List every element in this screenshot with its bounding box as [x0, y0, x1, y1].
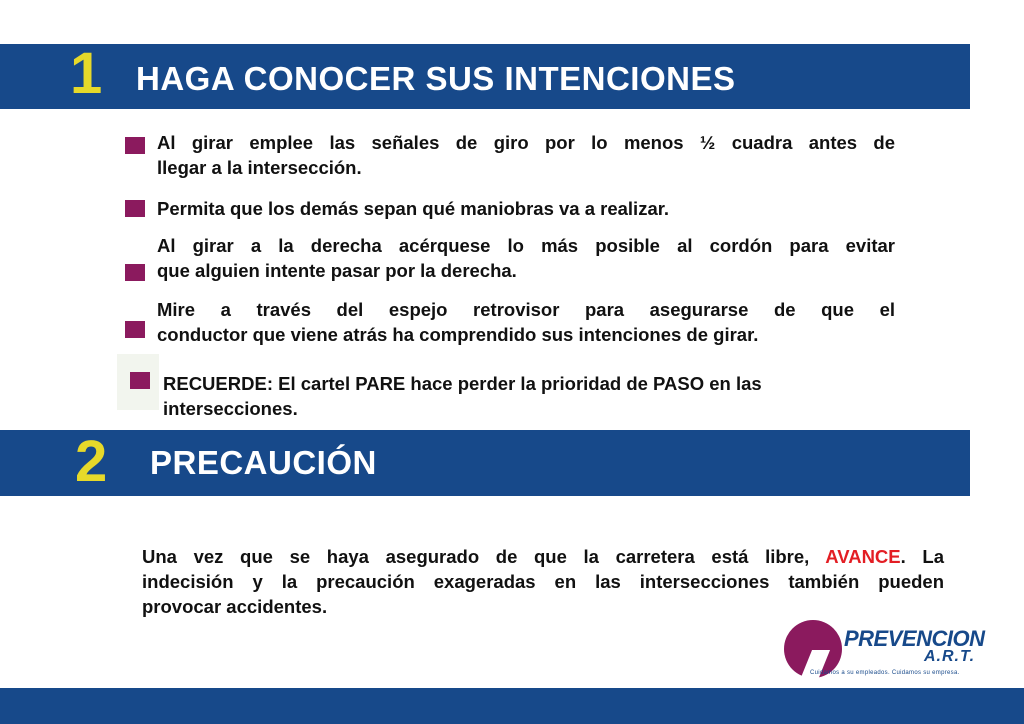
list-item-cont: que alguien intente pasar por la derecha.: [157, 260, 517, 281]
list-item-cont: conductor que viene atrás ha comprendido sus intenciones de girar.: [157, 324, 759, 345]
logo-tagline: Cuidamos a su empleados. Cuidamos su empresa.: [810, 670, 960, 676]
precaution-paragraph: Una vez que se haya asegurado de que la carretera está libre, AVANCE. La: [142, 546, 944, 567]
precaution-paragraph-cont: indecisión y la precaución exageradas en las intersecciones también pueden: [142, 571, 944, 592]
logo-brand-sub: A.R.T.: [924, 648, 976, 665]
precaution-paragraph-end: provocar accidentes.: [142, 596, 328, 617]
section-1-header: [0, 41, 970, 109]
section-2-title: PRECAUCIÓN: [150, 444, 377, 481]
bullet-square: [125, 321, 145, 338]
section-2-header: [0, 430, 970, 496]
avance-highlight: AVANCE: [825, 546, 901, 567]
reminder-note-cont: intersecciones.: [163, 398, 298, 419]
list-item: Mire a través del espejo retrovisor para asegurarse de que el: [157, 299, 895, 320]
list-item: Al girar emplee las señales de giro por lo menos ½ cuadra antes de: [157, 132, 895, 153]
bullet-square: [130, 372, 150, 389]
prevencion-art-logo: [784, 620, 1004, 682]
list-item-cont: llegar a la intersección.: [157, 157, 362, 178]
bullet-square: [125, 264, 145, 281]
footer-bar: [0, 688, 1024, 724]
bullet-square: [125, 137, 145, 154]
bullet-square: [125, 200, 145, 217]
section-2-number: 2: [75, 429, 108, 494]
section-1-title: HAGA CONOCER SUS INTENCIONES: [136, 60, 736, 97]
section-1-number: 1: [70, 41, 103, 106]
logo-brand: PREVENCION: [844, 626, 985, 651]
list-item: Al girar a la derecha acérquese lo más posible al cordón para evitar: [157, 235, 895, 256]
list-item: Permita que los demás sepan qué maniobras va a realizar.: [157, 198, 670, 219]
reminder-note: RECUERDE: El cartel PARE hace perder la prioridad de PASO en las: [163, 373, 762, 394]
